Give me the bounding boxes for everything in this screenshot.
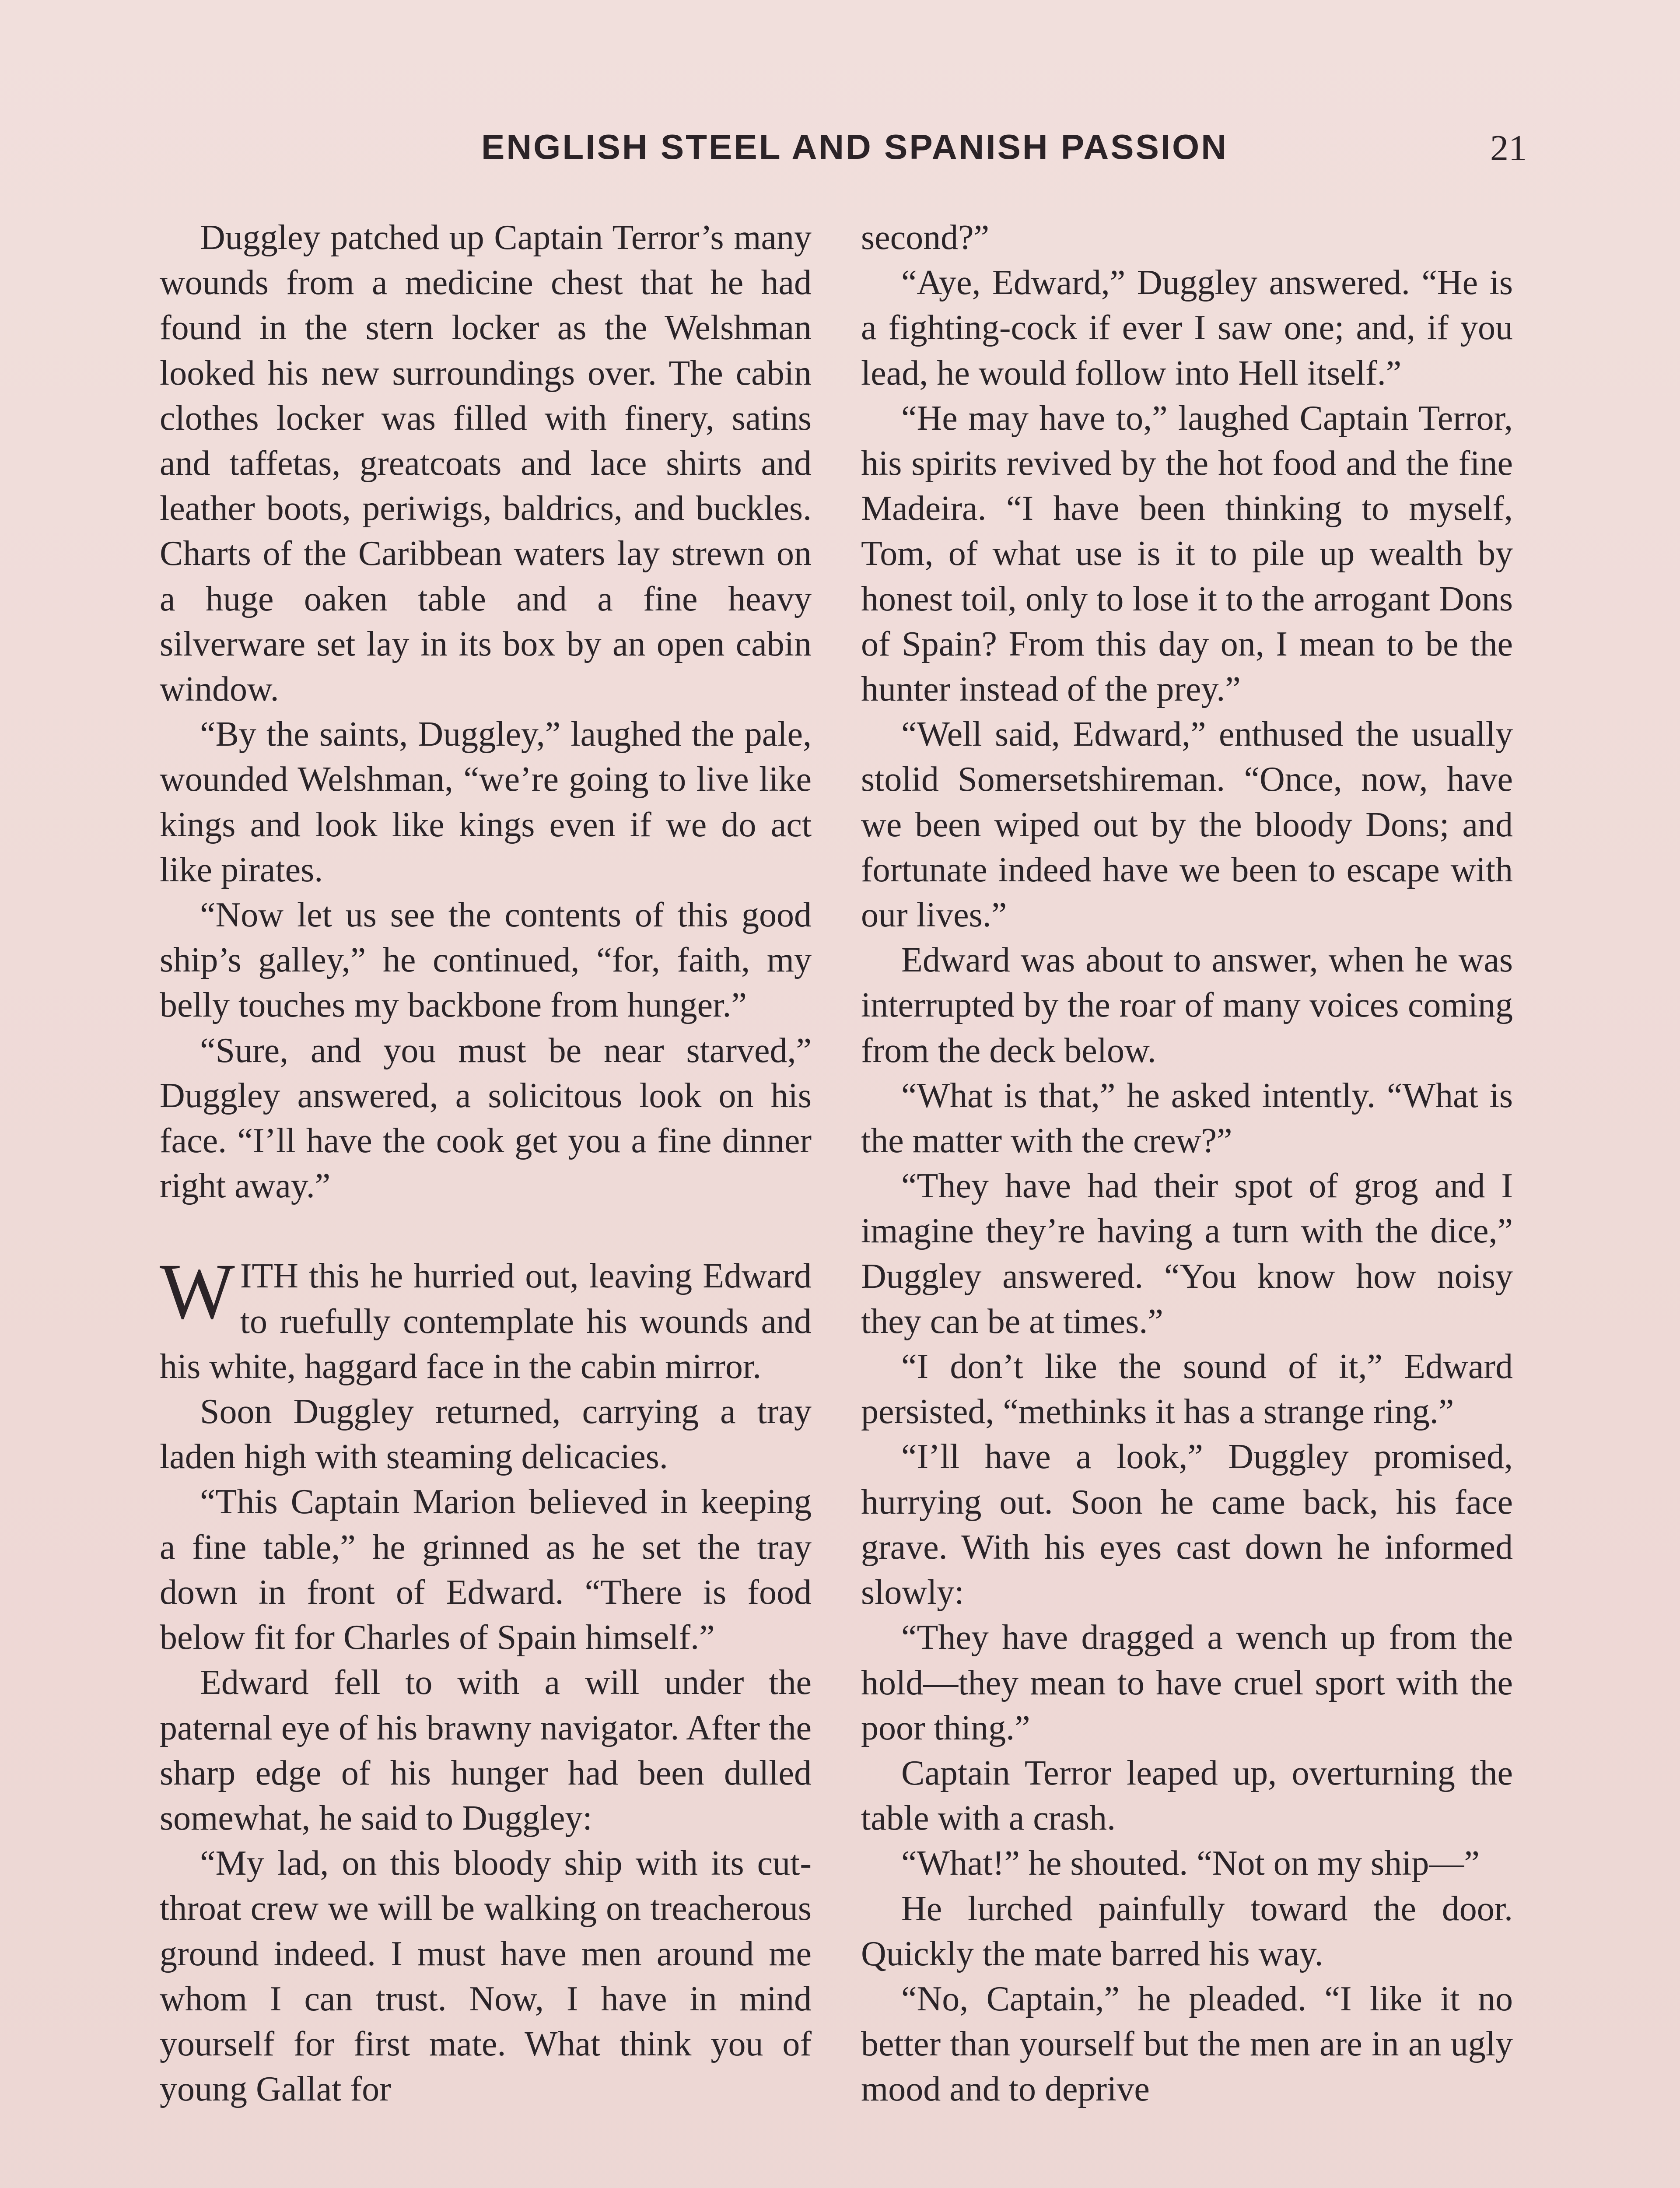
paragraph: “They have dragged a wench up from the hold—they mean to have cruel sport with the poor thing.” [861, 1618, 1513, 1747]
paragraph: “I’ll have a look,” Duggley promised, hurrying out. Soon he came back, his face grave. With his eyes cast down he informed slowly: [861, 1438, 1513, 1612]
paragraph: “Aye, Edward,” Duggley answered. “He is a fighting-cock if ever I saw one; and, if you lead, he would follow into Hell itself.” [861, 263, 1513, 393]
paragraph: Edward fell to with a will under the paternal eye of his brawny navigator. After the sharp edge of his hunger had been dulled somewhat, he said to Duggley: [160, 1663, 812, 1837]
paragraph: Duggley patched up Captain Terror’s many wounds from a medicine chest that he had found in the stern locker as the Welshman looked his new surroundings over. The cabin clothes locker was filled with finery, satins and taffetas, greatcoats and lace shirts and leather boots, periwigs, baldrics, and buckles. Charts of the Caribbean waters lay strewn on a huge oaken table and a fine heavy silverware set lay in its box by an open cabin window. [160, 218, 812, 709]
paragraph: “What!” he shouted. “Not on my ship—” [901, 1844, 1480, 1883]
paragraph: “They have had their spot of grog and I imagine they’re having a turn with the dice,” Duggley answered. “You know how noisy they can be at times.” [861, 1167, 1513, 1341]
paragraph: “This Captain Marion believed in keeping a fine table,” he grinned as he set the tray down in front of Edward. “There is food below fit for Charles of Spain himself.” [160, 1483, 812, 1657]
right-column [861, 215, 1513, 2112]
page-number: 21 [1490, 128, 1527, 168]
paragraph: “I don’t like the sound of it,” Edward persisted, “methinks it has a strange ring.” [861, 1347, 1513, 1431]
paragraph: He lurched painfully toward the door. Quickly the mate barred his way. [861, 1889, 1513, 1973]
drop-cap-letter: W [160, 1248, 235, 1336]
paragraph: “Well said, Edward,” enthused the usually stolid Somersetshireman. “Once, now, have we been wiped out by the bloody Dons; and fortunate indeed have we been to escape with our lives.” [861, 715, 1513, 935]
paragraph: “Sure, and you must be near starved,” Duggley answered, a solicitous look on his face. “I’ll have the cook get you a fine dinner right away.” [160, 1031, 812, 1206]
paragraph: “No, Captain,” he pleaded. “I like it no better than yourself but the men are in an ugly mood and to deprive [861, 1979, 1513, 2109]
paragraph-continuation: second?” [861, 218, 990, 257]
running-head-title: ENGLISH STEEL AND SPANISH PASSION [481, 127, 1228, 166]
left-column [160, 215, 812, 2112]
paragraph: “Now let us see the contents of this good ship’s galley,” he continued, “for, faith, my belly touches my backbone from hunger.” [160, 896, 812, 1025]
paragraph: “What is that,” he asked intently. “What is the matter with the crew?” [861, 1076, 1513, 1161]
paragraph: Edward was about to answer, when he was interrupted by the roar of many voices coming from the deck below. [861, 941, 1513, 1070]
dropcap-paragraph [160, 1248, 812, 1389]
paragraph: “He may have to,” laughed Captain Terror, his spirits revived by the hot food and the fine Madeira. “I have been thinking to myself, Tom, of what use is it to pile up wealth by honest toil, only to lose it to the arrogant Dons of Spain? From this day on, I mean to be the hunter instead of the prey.” [861, 399, 1513, 709]
paragraph: Soon Duggley returned, carrying a tray laden high with steaming delicacies. [160, 1392, 812, 1476]
paragraph: “By the saints, Duggley,” laughed the pale, wounded Welshman, “we’re going to live like kings and look like kings even if we do act like pirates. [160, 715, 812, 889]
dropcap-paragraph-text: ITH this he hurried out, leaving Edward to ruefully contemplate his wounds and his white, haggard face in the cabin mirror. [160, 1257, 812, 1386]
paragraph: “My lad, on this bloody ship with its cut-throat crew we will be walking on treacherous ground indeed. I must have men around me whom I can trust. Now, I have in mind yourself for first mate. What think you of young Gallat for [160, 1844, 812, 2109]
paragraph: Captain Terror leaped up, overturning the table with a crash. [861, 1753, 1513, 1838]
